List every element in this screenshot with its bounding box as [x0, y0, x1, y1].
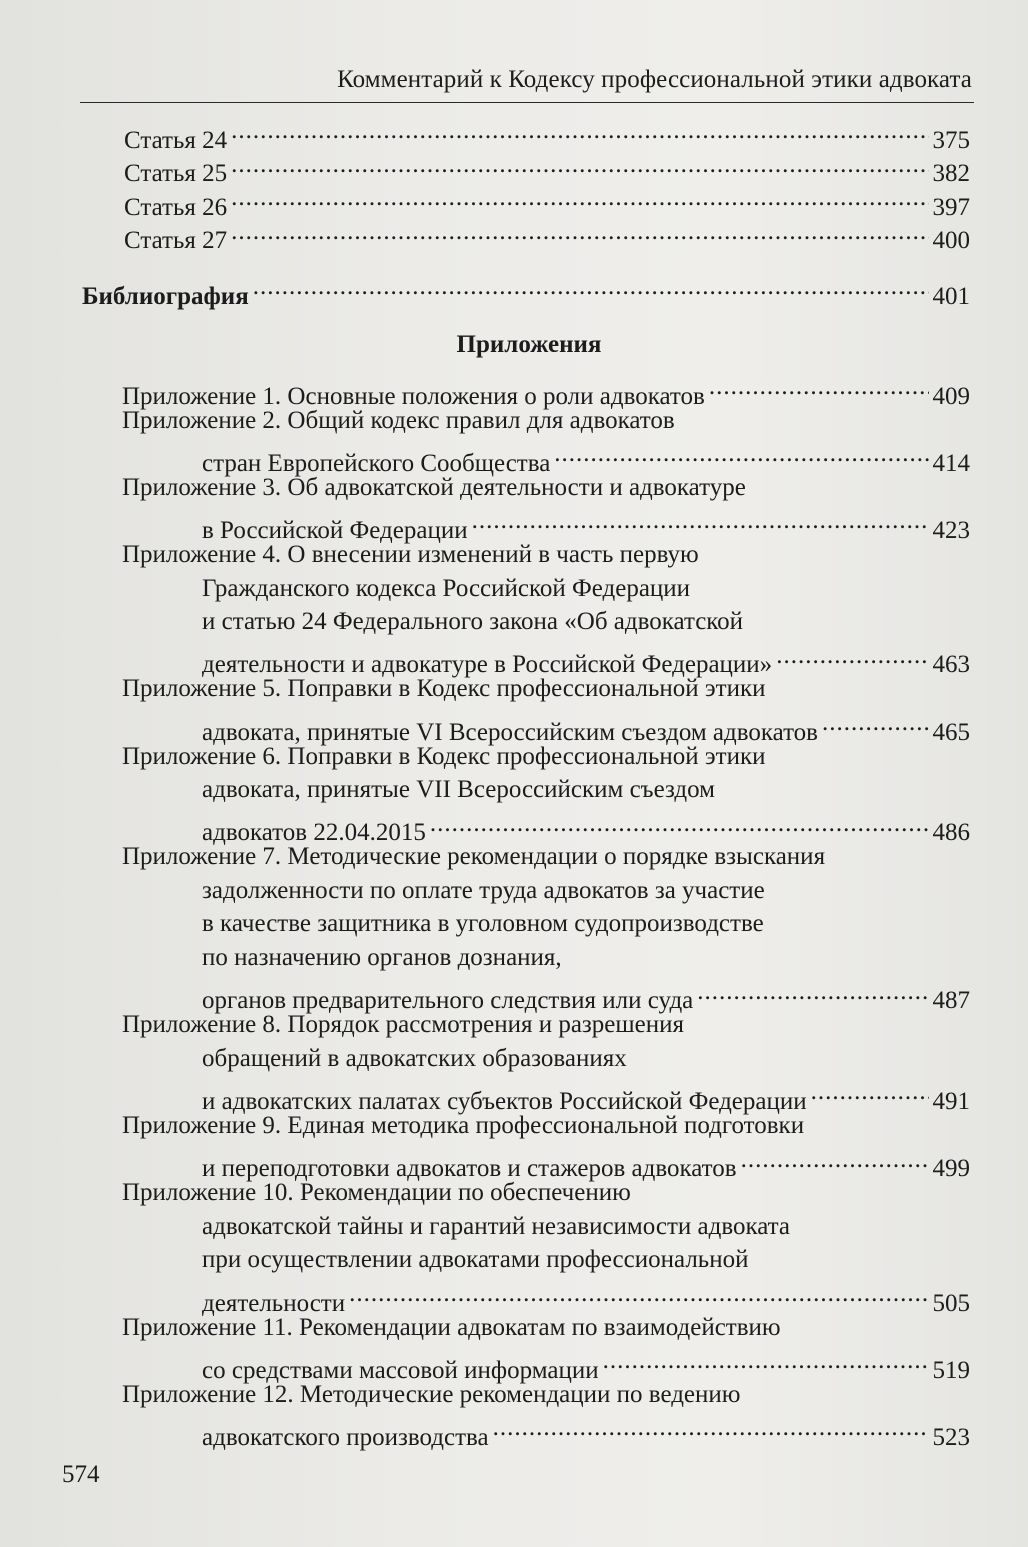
entry-title-line: при осуществлении адвокатами профессиональной	[202, 1246, 749, 1274]
entry-title: Статья 27	[124, 227, 228, 255]
entry-title-line: органов предварительного следствия или суда	[202, 987, 694, 1015]
entry-title: Статья 25	[124, 160, 228, 188]
entry-page: 486	[932, 819, 970, 847]
entry-title-line: Приложение 2. Общий кодекс правил для адвокатов	[122, 406, 675, 434]
toc-entry-appendix	[0, 840, 1028, 1015]
dot-leader	[349, 1277, 928, 1311]
entry-title-line: адвоката, принятые VI Всероссийским съездом адвокатов	[202, 718, 818, 746]
entry-title-line: Приложение 9. Единая методика профессиональной подготовки	[122, 1112, 805, 1140]
entry-title-line: обращений в адвокатских образованиях	[202, 1044, 627, 1072]
entry-title-line: Приложение 12. Методические рекомендации по ведению	[122, 1380, 741, 1408]
entry-page: 487	[932, 987, 970, 1015]
toc-entry-appendix	[0, 1176, 1028, 1317]
dot-leader	[231, 215, 928, 249]
toc-entry-article	[0, 215, 1028, 255]
appendix-list	[0, 370, 1028, 1451]
entry-page: 499	[932, 1155, 970, 1183]
entry-page: 401	[932, 282, 970, 310]
toc-entry-appendix	[0, 1008, 1028, 1116]
entry-title-line: Приложение 5. Поправки в Кодекс профессиональной этики	[122, 675, 766, 703]
section-title-appendices: Приложения	[456, 330, 602, 358]
entry-page: 400	[932, 227, 970, 255]
toc-entry-article	[0, 114, 1028, 154]
entry-title-line: Приложение 4. О внесении изменений в часть первую	[122, 540, 699, 568]
dot-leader	[709, 370, 929, 404]
entry-title-line: со средствами массовой информации	[202, 1356, 599, 1384]
dot-leader	[472, 504, 929, 538]
entry-page: 423	[932, 516, 970, 544]
dot-leader	[603, 1344, 929, 1378]
dot-leader	[776, 639, 928, 673]
entry-title-line: адвокатской тайны и гарантий независимости адвоката	[202, 1212, 791, 1240]
entry-title-line: деятельности и адвокатуре в Российской Федерации»	[202, 651, 773, 679]
dot-leader	[253, 270, 929, 304]
dot-leader	[811, 1075, 929, 1109]
entry-title-line: в Российской Федерации	[202, 516, 468, 544]
toc-entry-appendix	[0, 538, 1028, 679]
entry-title-line: деятельности	[202, 1289, 346, 1317]
entry-title-line: Приложение 10. Рекомендации по обеспечению	[122, 1179, 631, 1207]
entry-page: 523	[932, 1423, 970, 1451]
entry-page: 414	[932, 449, 970, 477]
toc-entry-appendix	[0, 672, 1028, 746]
toc-entry-bibliography	[0, 270, 1028, 310]
entry-title-line: адвоката, принятые VII Всероссийским съездом	[202, 776, 716, 804]
entry-title-line: Гражданского кодекса Российской Федерации	[202, 574, 691, 602]
dot-leader	[741, 1143, 929, 1177]
entry-title: Библиография	[82, 282, 249, 310]
entry-title-line: Приложение 3. Об адвокатской деятельности и адвокатуре	[122, 473, 746, 501]
toc-entry-appendix	[0, 1109, 1028, 1183]
entry-title-line: Приложение 7. Методические рекомендации о порядке взыскания	[122, 843, 826, 871]
entry-title-line: и статью 24 Федерального закона «Об адвокатской	[202, 608, 744, 636]
table-of-contents	[0, 114, 1028, 1451]
running-head: Комментарий к Кодексу профессиональной этики адвоката	[337, 66, 972, 93]
toc-entry-appendix	[0, 1311, 1028, 1384]
toc-entry-appendix	[0, 404, 1028, 477]
toc-entry-appendix	[0, 370, 1028, 410]
toc-entry-appendix	[0, 471, 1028, 544]
toc-entry-article	[0, 148, 1028, 188]
entry-title: Статья 24	[124, 126, 228, 154]
entry-title: Статья 26	[124, 193, 228, 221]
entry-page: 375	[932, 126, 970, 154]
entry-title-line: Приложение 11. Рекомендации адвокатам по взаимодействию	[122, 1313, 781, 1341]
page-number: 574	[62, 1461, 100, 1488]
header-rule	[80, 102, 974, 103]
dot-leader	[554, 437, 928, 471]
entry-title-line: по назначению органов дознания,	[202, 944, 562, 972]
toc-entry-appendix	[0, 740, 1028, 847]
entry-title-line: адвокатского производства	[202, 1423, 489, 1451]
dot-leader	[697, 975, 928, 1009]
entry-title-line: задолженности по оплате труда адвокатов за участие	[202, 876, 765, 904]
entry-title-line: и адвокатских палатах субъектов Российской Федерации	[202, 1088, 807, 1116]
dot-leader	[231, 181, 928, 215]
entry-title-line: адвокатов 22.04.2015	[202, 819, 426, 847]
entry-title-line: стран Европейского Сообщества	[202, 449, 551, 477]
entry-page: 409	[932, 382, 970, 410]
entry-page: 491	[932, 1088, 970, 1116]
dot-leader	[493, 1411, 929, 1445]
dot-leader	[231, 114, 928, 148]
toc-entry-article	[0, 181, 1028, 221]
entry-page: 463	[932, 651, 970, 679]
entry-title-line: Приложение 1. Основные положения о роли адвокатов	[122, 382, 705, 410]
dot-leader	[430, 807, 929, 841]
entry-page: 465	[932, 718, 970, 746]
entry-page: 397	[932, 193, 970, 221]
article-list	[0, 114, 1028, 255]
entry-title-line: Приложение 6. Поправки в Кодекс профессиональной этики	[122, 742, 766, 770]
toc-entry-appendix	[0, 1378, 1028, 1451]
entry-title-line: в качестве защитника в уголовном судопроизводстве	[202, 910, 764, 938]
entry-page: 505	[932, 1289, 970, 1317]
entry-page: 382	[932, 160, 970, 188]
entry-title-line: и переподготовки адвокатов и стажеров адвокатов	[202, 1155, 737, 1183]
entry-page: 519	[932, 1356, 970, 1384]
entry-title-line: Приложение 8. Порядок рассмотрения и разрешения	[122, 1011, 685, 1039]
dot-leader	[822, 706, 929, 740]
dot-leader	[231, 148, 928, 182]
